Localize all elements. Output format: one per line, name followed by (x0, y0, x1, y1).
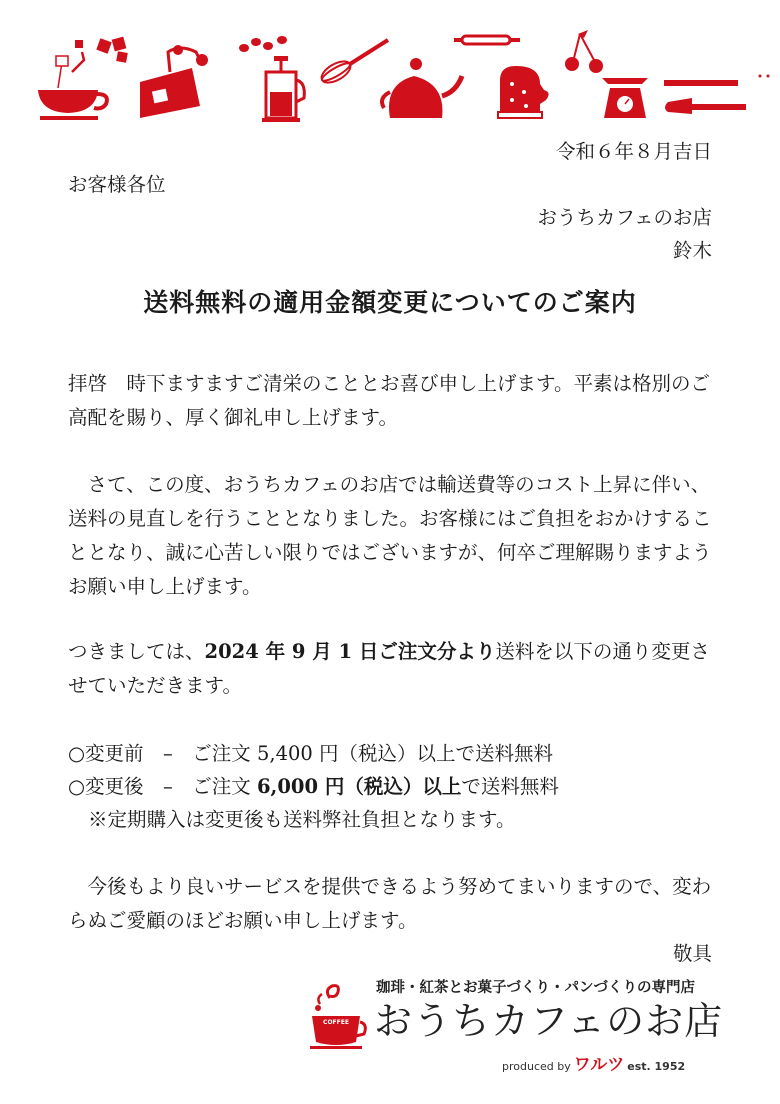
after-prefix: ○変更後 – ご注文 (68, 775, 257, 798)
greeting-paragraph: 拝啓 時下ますますご清栄のこととお喜び申し上げます。平素は格別のご高配を賜り、厚く御礼申し上げます。 (68, 372, 710, 429)
whisk-icon (318, 40, 388, 87)
produced-by-label: produced by (502, 1060, 571, 1073)
coffee-beans-icon (239, 36, 287, 52)
shop-tagline: 珈琲・紅茶とお菓子づくり・パンづくりの専門店 (376, 980, 695, 996)
kitchen-scale-icon (602, 78, 648, 118)
established: est. 1952 (627, 1060, 686, 1073)
kettle-icon (382, 58, 462, 118)
subscription-note: ※定期購入は変更後も送料弊社負担となります。 (88, 808, 516, 831)
before-condition: ○変更前 – ご注文 5,400 円（税込）以上で送料無料 (68, 742, 553, 765)
rolling-pin-icon (454, 36, 520, 44)
closing-word: 敬具 (672, 942, 712, 965)
notice-paragraph (68, 468, 728, 604)
coffee-grinder-icon (140, 45, 208, 118)
coffee-cup-icon (306, 982, 368, 1052)
change-date-paragraph (68, 635, 728, 703)
after-condition (68, 770, 559, 804)
after-suffix: で送料無料 (461, 775, 559, 798)
sender-shop: おうちカフェのお店 (537, 206, 712, 229)
shop-logo (306, 970, 726, 1075)
spatula-icon (664, 80, 746, 114)
letter-date: 令和６年８月吉日 (555, 140, 712, 163)
change-date: 2024 年 9 月 1 日ご注文分より (204, 640, 496, 663)
cup-label: COFFEE (323, 1019, 349, 1026)
cherries-icon (565, 30, 603, 73)
closing-text: 今後もより良いサービスを提供できるよう努めてまいりますので、変わらぬご愛顧のほどお願い申し上げます。 (68, 875, 712, 932)
notice-text: さて、この度、おうちカフェのお店では輸送費等のコスト上昇に伴い、送料の見直しを行うこととなりました。お客様にはご負担をおかけすることとなり、誠に心苦しい限りではございますが、何卒ご理解賜りますようお願い申し上げます。 (68, 473, 712, 598)
recipient: お客様各位 (68, 173, 166, 196)
change-pre: つきましては、 (68, 640, 205, 663)
after-threshold: 6,000 円（税込）以上 (256, 775, 462, 798)
change-post: 送料を以下の通り変更させていただきます。 (68, 640, 710, 697)
french-press-icon (262, 56, 304, 122)
oven-mitt-icon (498, 66, 549, 118)
letter-title: 送料無料の適用金額変更についてのご案内 (143, 288, 637, 317)
sender-name: 鈴木 (672, 239, 712, 262)
brand-name: ワルツ (573, 1055, 625, 1075)
closing-paragraph (68, 870, 728, 938)
shop-name: おうちカフェのお店 (374, 999, 724, 1043)
kitchen-banner (0, 0, 780, 135)
teacup-icon (38, 52, 107, 120)
produced-by (502, 1050, 685, 1075)
